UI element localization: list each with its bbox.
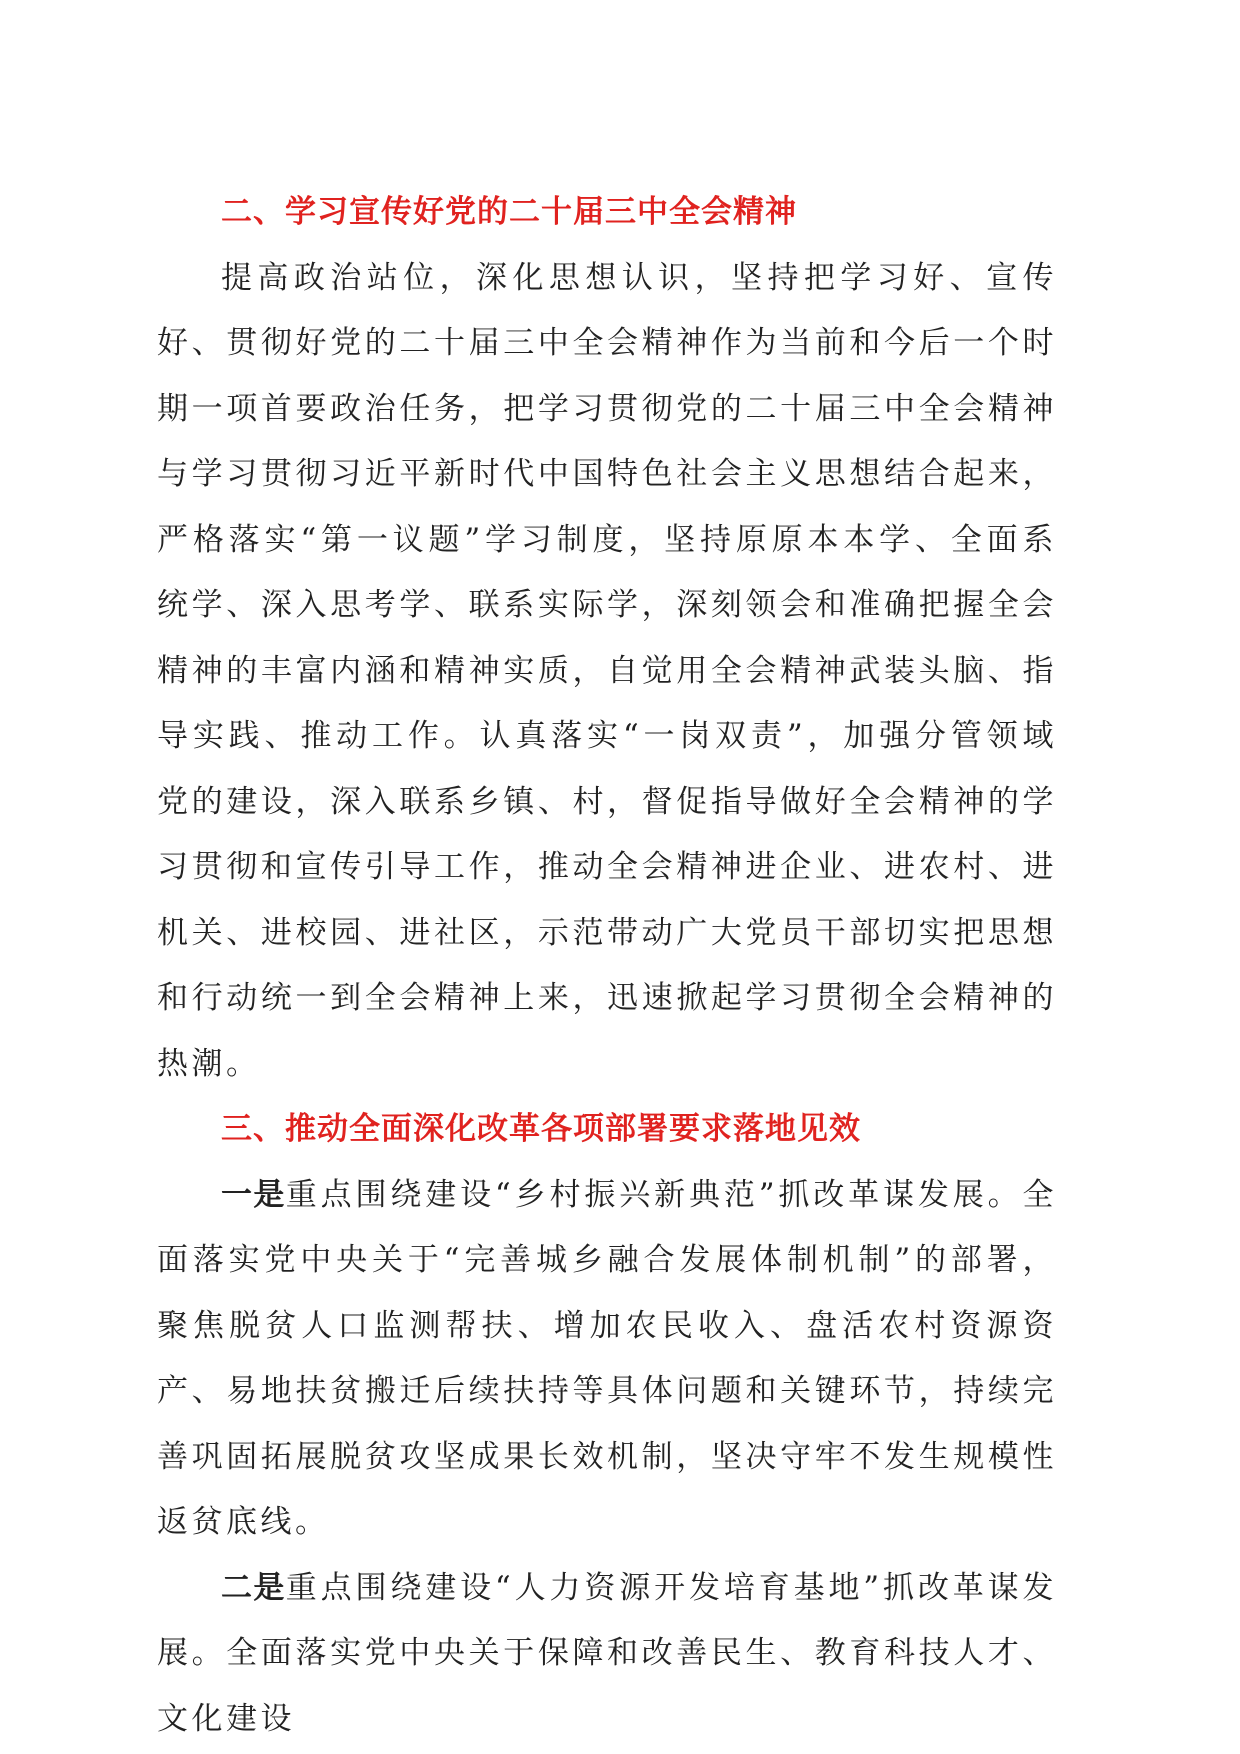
section-item-1	[157, 1163, 1057, 1556]
section-heading-2: 二、学习宣传好党的二十届三中全会精神	[221, 194, 797, 230]
item-text-2: 重点围绕建设“人力资源开发培育基地”抓改革谋发展。全面落实党中央关于保障和改善民生、教育科技人才、文化建设	[157, 1569, 1057, 1737]
section-paragraph-2: 提高政治站位，深化思想认识，坚持把学习好、宣传好、贯彻好党的二十届三中全会精神作为当前和今后一个时期一项首要政治任务，把学习贯彻党的二十届三中全会精神与学习贯彻习近平新时代中国特色社会主义思想结合起来，严格落实“第一议题”学习制度，坚持原原本本学、全面系统学、深入思考学、联系实际学，深刻领会和准确把握全会精神的丰富内涵和精神实质，自觉用全会精神武装头脑、指导实践、推动工作。认真落实“一岗双责”，加强分管领域党的建设，深入联系乡镇、村，督促指导做好全会精神的学习贯彻和宣传引导工作，推动全会精神进企业、进农村、进机关、进校园、进社区，示范带动广大党员干部切实把思想和行动统一到全会精神上来，迅速掀起学习贯彻全会精神的热潮。	[157, 259, 1057, 1082]
item-lead-1: 一是	[221, 1176, 286, 1213]
section-item-2	[157, 1556, 1057, 1753]
document-body	[157, 180, 1057, 1752]
item-text-1: 重点围绕建设“乡村振兴新典范”抓改革谋发展。全面落实党中央关于“完善城乡融合发展体制机制”的部署，聚焦脱贫人口监测帮扶、增加农民收入、盘活农村资源资产、易地扶贫搬迁后续扶持等具体问题和关键环节，持续完善巩固拓展脱贫攻坚成果长效机制，坚决守牢不发生规模性返贫底线。	[157, 1176, 1057, 1540]
section-heading-3: 三、推动全面深化改革各项部署要求落地见效	[221, 1111, 861, 1147]
item-lead-2: 二是	[221, 1569, 286, 1606]
